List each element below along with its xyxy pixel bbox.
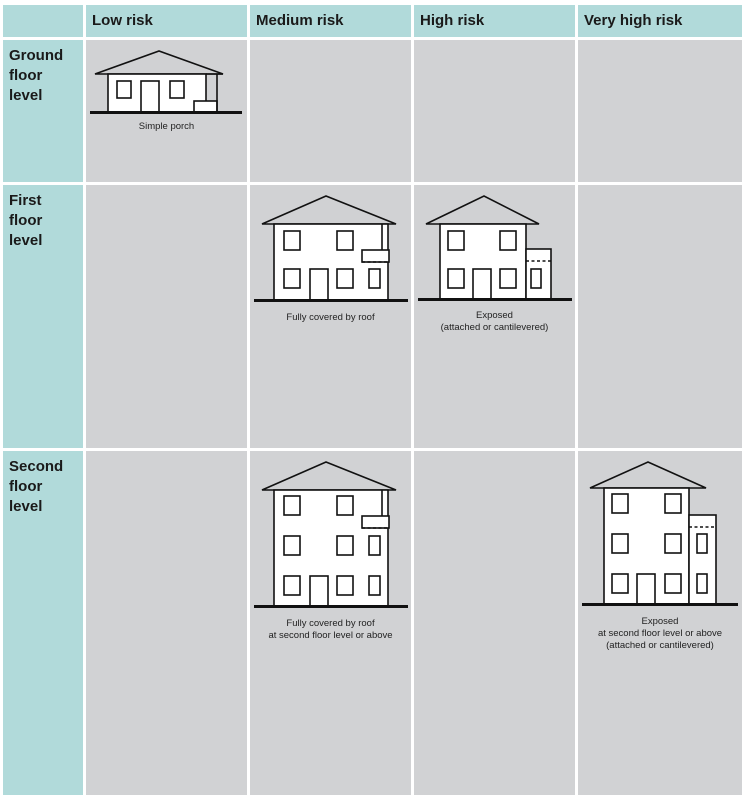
caption-line: at second floor level or above [268, 630, 393, 641]
caption-line: (attached or cantilevered) [606, 640, 714, 651]
caption-line: at second floor level or above [597, 628, 723, 639]
cell-ground-very-high [578, 40, 742, 182]
caption-exposed-second-floor [578, 616, 742, 652]
row-label-line: Ground [9, 47, 64, 64]
row-label-line: Second [9, 458, 64, 475]
caption-simple-porch: Simple porch [138, 121, 195, 132]
column-header-low-risk: Low risk [86, 5, 247, 37]
cell-second-low [86, 451, 247, 795]
caption-line: Exposed [476, 310, 513, 321]
cell-ground-medium [250, 40, 411, 182]
row-label-line: level [9, 87, 43, 104]
row-label-line: level [9, 232, 43, 249]
row-label-ground-floor [3, 40, 83, 182]
row-label-line: floor [9, 478, 43, 495]
caption-fully-covered-by-roof: Fully covered by roof [286, 312, 375, 323]
row-label-second-floor [3, 451, 83, 795]
row-label-first-floor [3, 185, 83, 448]
column-header-medium-risk: Medium risk [250, 5, 411, 37]
three-storey-covered-balcony-house-icon [254, 460, 410, 612]
caption-covered-second-floor [250, 618, 411, 642]
caption-exposed-first-floor [414, 310, 575, 334]
cell-first-low [86, 185, 247, 448]
two-storey-exposed-balcony-house-icon [418, 194, 574, 304]
three-storey-exposed-balcony-house-icon [582, 460, 740, 612]
column-header-high-risk: High risk [414, 5, 575, 37]
cell-second-high [414, 451, 575, 795]
cell-first-very-high [578, 185, 742, 448]
column-header-very-high-risk: Very high risk [578, 5, 742, 37]
row-label-line: level [9, 498, 43, 515]
single-storey-porch-house-icon [90, 50, 244, 116]
row-label-line: First [9, 192, 42, 209]
caption-line: (attached or cantilevered) [440, 322, 549, 333]
corner-header [3, 5, 83, 37]
two-storey-covered-balcony-house-icon [254, 194, 410, 306]
row-label-line: floor [9, 67, 43, 84]
row-label-line: floor [9, 212, 43, 229]
cell-ground-high [414, 40, 575, 182]
caption-line: Fully covered by roof [286, 618, 375, 629]
caption-line: Exposed [641, 616, 679, 627]
